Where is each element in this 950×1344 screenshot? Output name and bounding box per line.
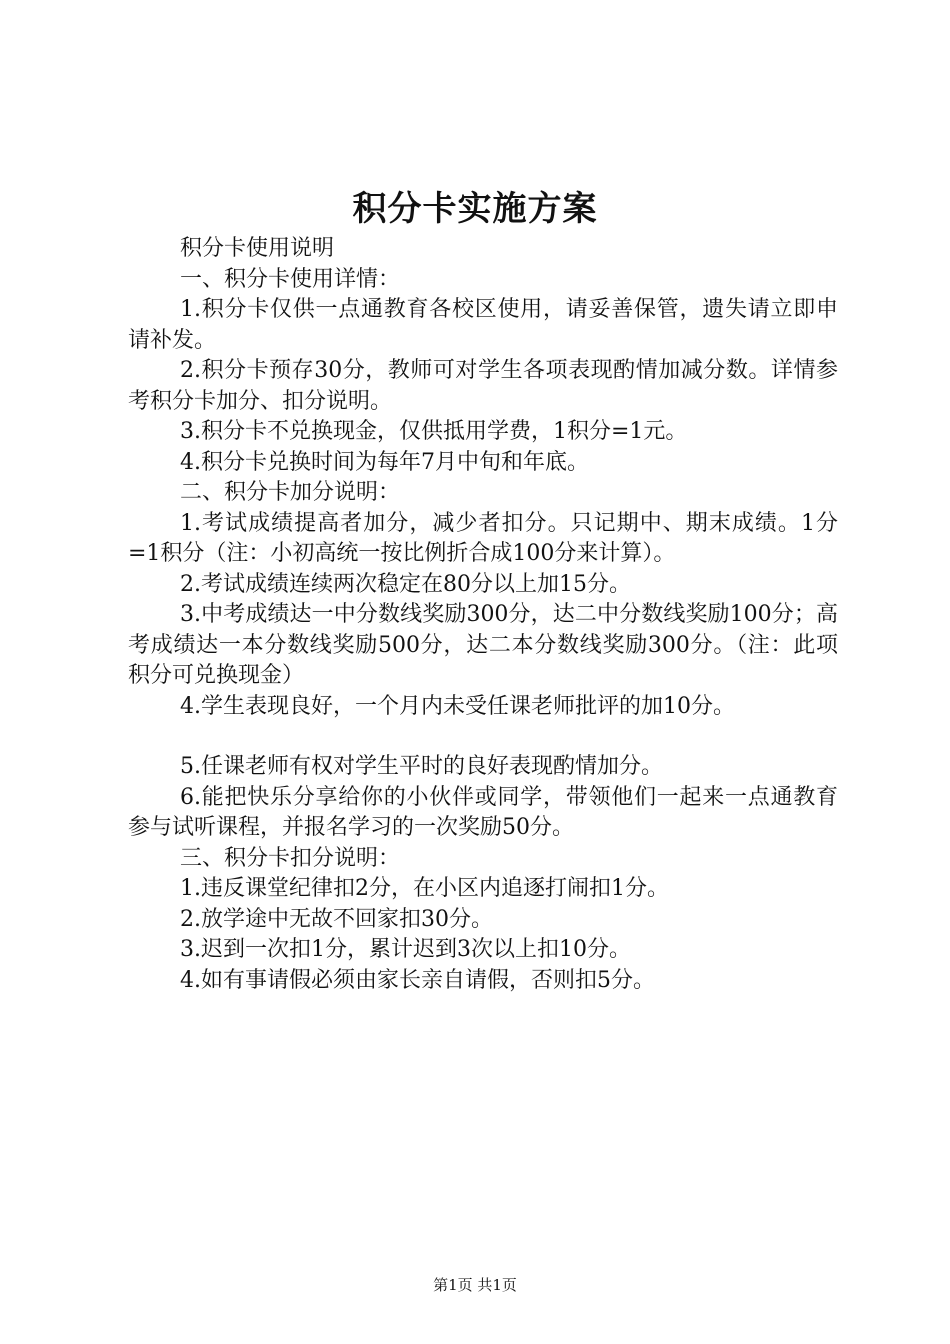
usage-item-3: 3.积分卡不兑换现金，仅供抵用学费，1积分=1元。 [180,419,688,444]
section-intro: 积分卡使用说明 [180,236,335,261]
usage-item-1: 1.积分卡仅供一点通教育各校区使用，请妥善保管，遗失请立即申请补发。 [128,297,838,353]
deduction-item-2: 2.放学途中无故不回家扣30分。 [180,906,493,932]
deduction-item-4: 4.如有事请假必须由家长亲自请假，否则扣5分。 [180,967,655,993]
bonus-item-2: 2.考试成绩连续两次稳定在80分以上加15分。 [180,571,631,597]
page-footer: 第1页 共1页 [433,1276,517,1294]
bonus-item-5: 5.任课老师有权对学生平时的良好表现酌情加分。 [180,754,663,779]
bonus-item-4: 4.学生表现良好，一个月内未受任课老师批评的加10分。 [180,693,735,719]
document-title: 积分卡实施方案 [352,189,598,229]
paragraph-spacer [128,722,838,752]
usage-item-4: 4.积分卡兑换时间为每年7月中旬和年底。 [180,449,589,475]
section-heading-bonus: 二、积分卡加分说明： [180,480,401,505]
bonus-item-6: 6.能把快乐分享给你的小伙伴或同学，带领他们一起来一点通教育参与试听课程，并报名学习的一次奖励50分。 [128,784,838,840]
section-heading-usage: 一、积分卡使用详情： [180,266,401,292]
usage-item-2: 2.积分卡预存30分，教师可对学生各项表现酌情加减分数。详情参考积分卡加分、扣分说明。 [128,358,838,414]
bonus-item-1: 1.考试成绩提高者加分，减少者扣分。只记期中、期末成绩。1分=1积分（注：小初高统一按比例折合成100分来计算）。 [128,510,838,566]
deduction-item-3: 3.迟到一次扣1分，累计迟到3次以上扣10分。 [180,937,631,962]
document-body [128,234,838,996]
section-heading-deduction: 三、积分卡扣分说明： [180,845,401,871]
deduction-item-1: 1.违反课堂纪律扣2分，在小区内追逐打闹扣1分。 [180,876,669,901]
bonus-item-3: 3.中考成绩达一中分数线奖励300分，达二中分数线奖励100分；高考成绩达一本分数线奖励500分，达二本分数线奖励300分。（注：此项积分可兑换现金） [128,602,838,688]
